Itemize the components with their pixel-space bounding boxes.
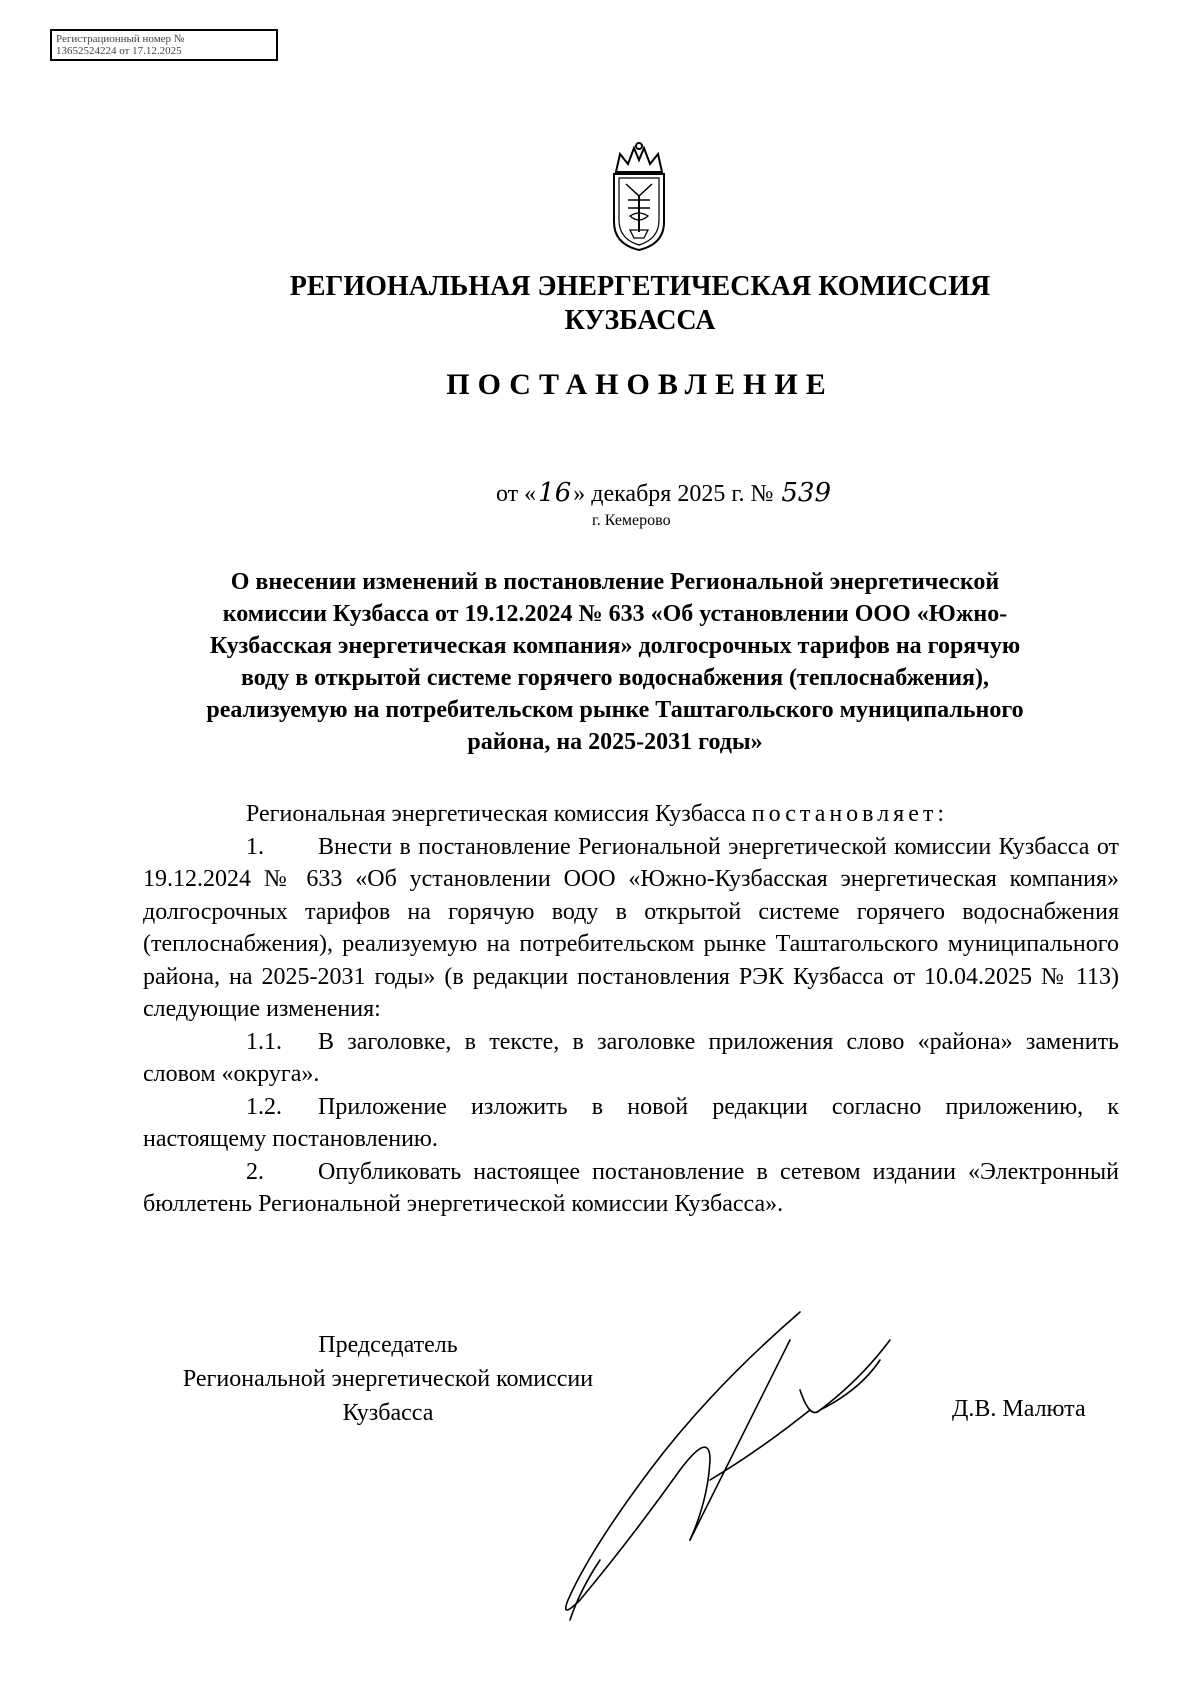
subject-line: комиссии Кузбасса от 19.12.2024 № 633 «Об установлении ООО «Южно-: [222, 601, 1008, 627]
clause-number: 1.: [246, 833, 264, 860]
clause-1-1: [143, 1026, 1119, 1091]
date-line: [496, 478, 833, 508]
clause-2: [143, 1156, 1119, 1221]
document-number-handwritten: 539: [781, 478, 832, 508]
clause-text: Внести в постановление Региональной энергетической комиссии Кузбасса от 19.12.2024 № 633 «Об установлении ООО «Южно-Кузбасская энергетическая компания» долгосрочных тарифов на горячую воду в открытой системе горячего водоснабжения (теплоснабжения), реализуемую на потребительском рынке Таштагольского муниципального района, на 2025-2031 годы» (в редакции постановления РЭК Кузбасса от 10.04.2025 № 113) следующие изменения:: [143, 833, 1119, 1022]
clause-text: Приложение изложить в новой редакции согласно приложению, к настоящему постановлению.: [143, 1093, 1119, 1152]
signatory-title-line-3: Кузбасса: [342, 1400, 434, 1426]
resolution-lead: [143, 798, 1119, 831]
signatory-title-line-2: Региональной энергетической комиссии: [182, 1366, 594, 1392]
clause-number: 1.1.: [246, 1028, 282, 1055]
clause-text: Опубликовать настоящее постановление в сетевом издании «Электронный бюллетень Региональной энергетической комиссии Кузбасса».: [143, 1158, 1119, 1217]
organization-title: [0, 270, 1200, 338]
city: г. Кемерово: [592, 512, 671, 529]
date-prefix: от «: [496, 481, 537, 507]
lead-text: Региональная энергетическая комиссия Кузбасса: [246, 801, 752, 827]
clause-text: В заголовке, в тексте, в заголовке приложения слово «района» заменить словом «округа».: [143, 1028, 1119, 1087]
date-middle: » декабря 2025 г. №: [573, 481, 780, 507]
org-title-line-2: КУЗБАССА: [564, 305, 716, 336]
clause-number: 2.: [246, 1158, 264, 1185]
lead-spaced-word: постановляет: [751, 801, 938, 827]
org-title-line-1: РЕГИОНАЛЬНАЯ ЭНЕРГЕТИЧЕСКАЯ КОМИССИЯ: [289, 271, 991, 302]
kuzbass-emblem-icon: [606, 140, 672, 252]
clause-1: [143, 831, 1119, 1026]
signatory-title-line-1: Председатель: [318, 1332, 458, 1358]
document-subject: [130, 566, 1100, 758]
document-body: [143, 798, 1119, 1221]
lead-colon: :: [937, 801, 945, 827]
clause-1-2: [143, 1091, 1119, 1156]
document-type: ПОСТАНОВЛЕНИЕ: [446, 368, 834, 401]
date-day-handwritten: 16: [538, 478, 572, 508]
handwritten-signature: [560, 1300, 980, 1630]
clause-number: 1.2.: [246, 1093, 282, 1120]
subject-line: воду в открытой системе горячего водоснабжения (теплоснабжения),: [240, 665, 990, 691]
registration-stamp: [50, 29, 278, 61]
signatory-name: Д.В. Малюта: [952, 1396, 1086, 1422]
registration-line-1: Регистрационный номер №: [56, 33, 185, 45]
registration-line-2: 13652524224 от 17.12.2025: [56, 45, 182, 57]
subject-line: Кузбасская энергетическая компания» долгосрочных тарифов на горячую: [209, 633, 1021, 659]
subject-line: О внесении изменений в постановление Региональной энергетической: [230, 569, 1000, 595]
subject-line: района, на 2025-2031 годы»: [467, 729, 763, 755]
subject-line: реализуемую на потребительском рынке Таштагольского муниципального: [206, 697, 1024, 723]
